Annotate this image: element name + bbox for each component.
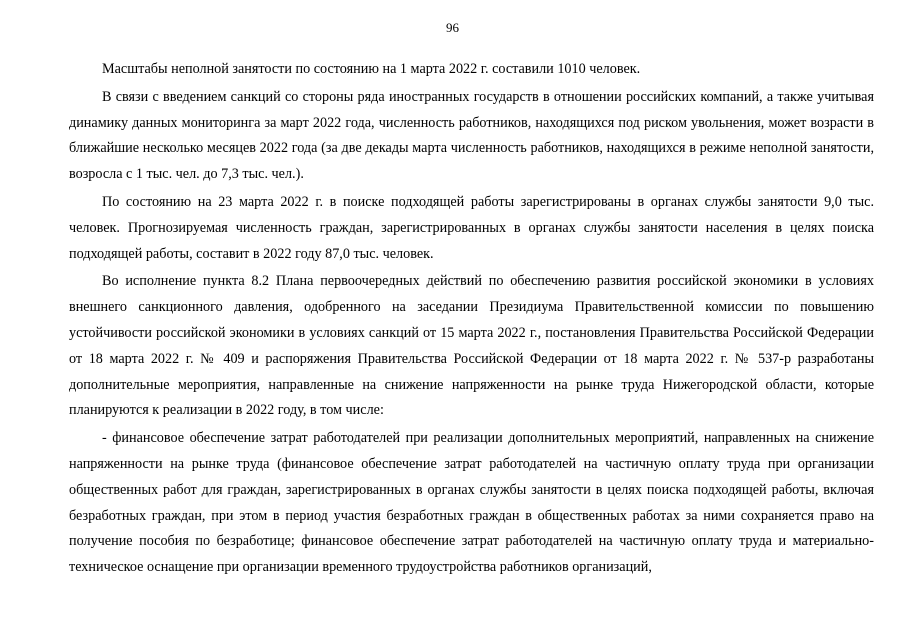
- page-number: 96: [446, 20, 459, 35]
- paragraph-employer-funding: - финансовое обеспечение затрат работодателей при реализации дополнительных мероприятий, направленных на снижение напряженности на рынке труда (финансовое обеспечение затрат работодателей на частичную оплату труда при организации общественных работ для граждан, зарегистрированных в органах службы занятости в целях поиска подходящей работы, включая безработных граждан, при этом в период участия безработных граждан в общественных работах за ними сохраняется право на получение пособия по безработице; финансовое обеспечение затрат работодателей на частичную оплату труда и материально-техническое оснащение при организации временного трудоустройства работников организаций,: [69, 430, 874, 576]
- document-body: [69, 57, 874, 583]
- paragraph-measures-plan: Во исполнение пункта 8.2 Плана первоочередных действий по обеспечению развития российской экономики в условиях внешнего санкционного давления, одобренного на заседании Президиума Правительственной комиссии по повышению устойчивости российской экономики в условиях санкций от 15 марта 2022 г., постановления Правительства Российской Федерации от 18 марта 2022 г. № 409 и распоряжения Правительства Российской Федерации от 18 марта 2022 г. № 537-р разработаны дополнительные мероприятия, направленные на снижение напряженности на рынке труда Нижегородской области, которые планируются к реализации в 2022 году, в том числе:: [69, 273, 874, 419]
- paragraph-job-seekers-forecast: По состоянию на 23 марта 2022 г. в поиске подходящей работы зарегистрированы в органах службы занятости 9,0 тыс. человек. Прогнозируемая численность граждан, зарегистрированных в органах службы занятости населения в целях поиска подходящей работы, составит в 2022 году 87,0 тыс. человек.: [69, 193, 874, 262]
- paragraph-part-time-employment: Масштабы неполной занятости по состоянию на 1 марта 2022 г. составили 1010 человек.: [102, 61, 641, 77]
- paragraph-sanctions-risk: В связи с введением санкций со стороны ряда иностранных государств в отношении российских компаний, а также учитывая динамику данных мониторинга за март 2022 года, численность работников, находящихся под риском увольнения, может возрасти в ближайшие несколько месяцев 2022 года (за две декады марта численность работников, находящихся в режиме неполной занятости, возросла с 1 тыс. чел. до 7,3 тыс. чел.).: [69, 88, 874, 183]
